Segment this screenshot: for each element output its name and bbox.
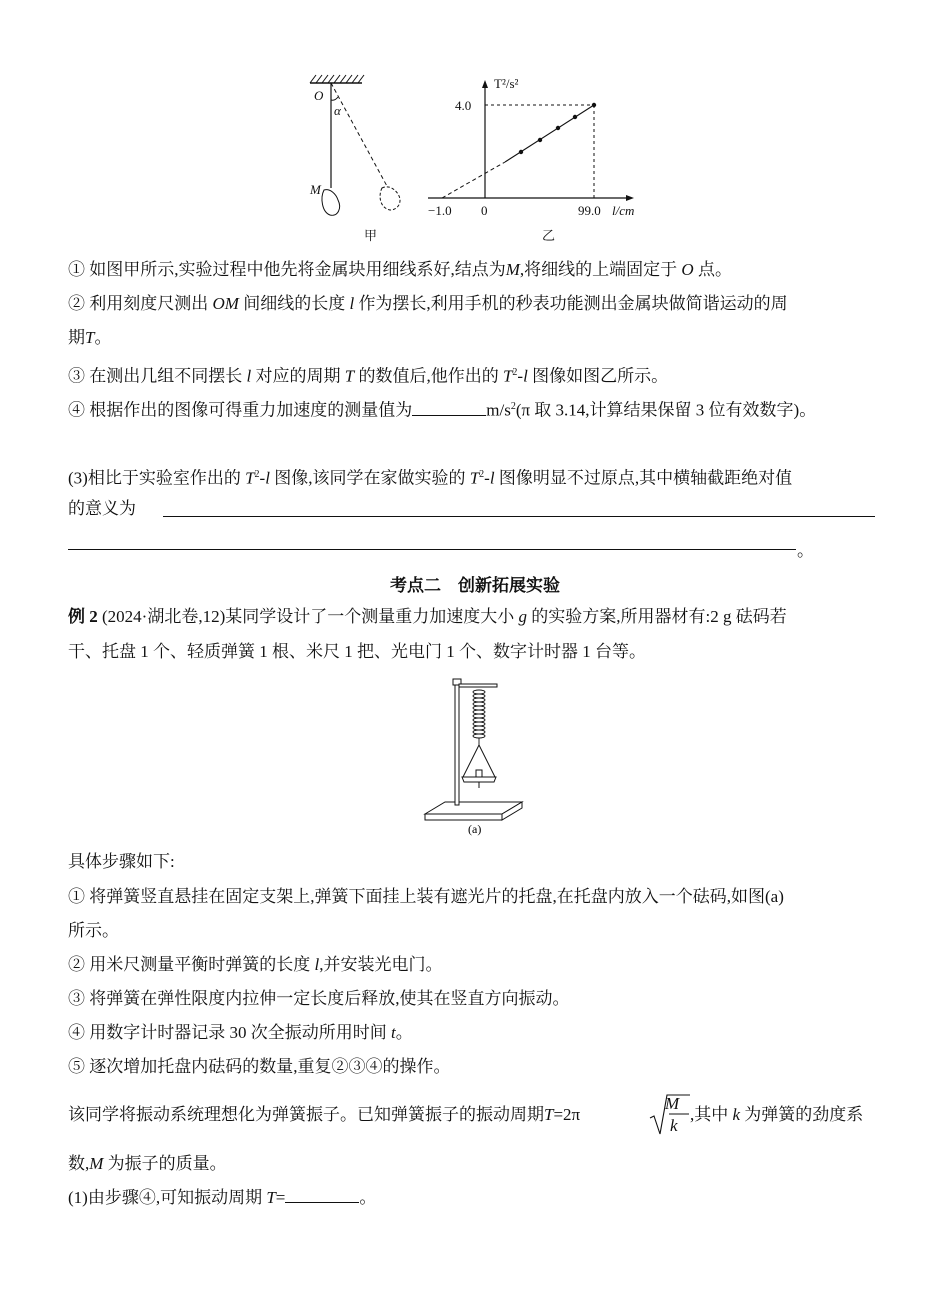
- angle-arc: [331, 97, 338, 100]
- data-point: [556, 126, 560, 130]
- x-tick-neg1: −1.0: [428, 203, 452, 218]
- steps-title: 具体步骤如下:: [68, 852, 175, 871]
- caption-jia: 甲: [364, 228, 378, 243]
- spring-step-2: ② 用米尺测量平衡时弹簧的长度 l,并安装光电门。: [68, 955, 443, 974]
- formula-paragraph: 该同学将振动系统理想化为弹簧振子。已知弹簧振子的振动周期T=2π: [68, 1105, 581, 1124]
- answer-line-2[interactable]: [68, 549, 796, 550]
- label-M: M: [310, 182, 321, 197]
- data-point: [538, 138, 542, 142]
- y-tick-4: 4.0: [455, 98, 472, 113]
- figure-pendulum-and-graph: [300, 70, 660, 245]
- section-title: 考点二 创新拓展实验: [390, 576, 560, 595]
- fit-line-dashed: [442, 162, 505, 198]
- answer-blank-T[interactable]: [285, 1187, 359, 1203]
- stand-rod: [455, 683, 459, 805]
- x-axis-label: l/cm: [612, 203, 635, 218]
- formula-paragraph-tail: ,其中 k 为弹簧的劲度系: [690, 1105, 864, 1124]
- fraction-numerator: M: [665, 1094, 680, 1113]
- question-1: (1)由步骤④,可知振动周期 T= 。: [68, 1188, 377, 1207]
- spring-step-3: ③ 将弹簧在弹性限度内拉伸一定长度后释放,使其在竖直方向振动。: [68, 989, 570, 1008]
- spring-step-4: ④ 用数字计时器记录 30 次全振动所用时间 t。: [68, 1023, 413, 1042]
- tray: [462, 745, 496, 788]
- step-2-cont: 期T。: [68, 328, 112, 347]
- question-3: (3)相比于实验室作出的 $T^2-l$ 图像,该同学在家做实验的 $T^2-l$ 图像明显不过原点,其中横轴截距绝对值: [68, 468, 793, 488]
- spring-step-1-cont: 所示。: [68, 921, 119, 940]
- period: 。: [797, 541, 814, 560]
- fraction-denominator: k: [670, 1116, 678, 1135]
- step-4: ④ 根据作出的图像可得重力加速度的测量值为 $m/s^2(\pi$ 取 3.14,计算结果保留 3 位有效数字)。: [68, 400, 817, 420]
- step-3: ③ 在测出几组不同摆长 l 对应的周期 T 的数值后,他作出的 $T^2-l$ 图像如图乙所示。: [68, 366, 669, 386]
- caption-a: (a): [468, 822, 482, 836]
- x-tick-0: 0: [481, 203, 488, 218]
- answer-line-1[interactable]: [163, 516, 875, 517]
- stand-arm: [459, 684, 497, 687]
- label-O: O: [314, 88, 324, 103]
- step-1: ① 如图甲所示,实验过程中他先将金属块用细线系好,结点为M,将细线的上端固定于 O 点。: [68, 260, 732, 279]
- data-point: [519, 150, 523, 154]
- answer-blank-g[interactable]: [412, 400, 486, 416]
- figure-spring-apparatus: [420, 675, 530, 840]
- caption-yi: 乙: [542, 228, 556, 243]
- spring-step-1: ① 将弹簧竖直悬挂在固定支架上,弹簧下面挂上装有遮光片的托盘,在托盘内放入一个砝码,如图(a): [68, 887, 784, 906]
- question-3-cont: 的意义为: [68, 499, 136, 518]
- example-2: 例 2 (2024·湖北卷,12)某同学设计了一个测量重力加速度大小 g 的实验方案,所用器材有:2 g 砝码若: [68, 607, 787, 626]
- pendulum-string-dashed: [331, 83, 388, 188]
- data-point: [592, 103, 596, 107]
- step-2: ② 利用刻度尺测出 OM 间细线的长度 l 作为摆长,利用手机的秒表功能测出金属块做简谐运动的周: [68, 294, 788, 313]
- label-alpha: α: [334, 103, 341, 118]
- ceiling-hatch: [310, 75, 364, 83]
- formula-paragraph-cont: 数,M 为振子的质量。: [68, 1154, 227, 1173]
- x-axis-arrow: [626, 195, 634, 201]
- example-2-cont: 干、托盘 1 个、轻质弹簧 1 根、米尺 1 把、光电门 1 个、数字计时器 1 台等。: [68, 642, 646, 661]
- metal-block-dashed: [380, 187, 400, 210]
- metal-block: [322, 190, 340, 216]
- x-tick-99: 99.0: [578, 203, 601, 218]
- y-axis-arrow: [482, 80, 488, 88]
- spring-step-5: ⑤ 逐次增加托盘内砝码的数量,重复②③④的操作。: [68, 1057, 451, 1076]
- data-point: [573, 115, 577, 119]
- y-axis-label: T²/s²: [494, 76, 519, 91]
- fit-line: [505, 105, 594, 162]
- spring: [473, 690, 485, 745]
